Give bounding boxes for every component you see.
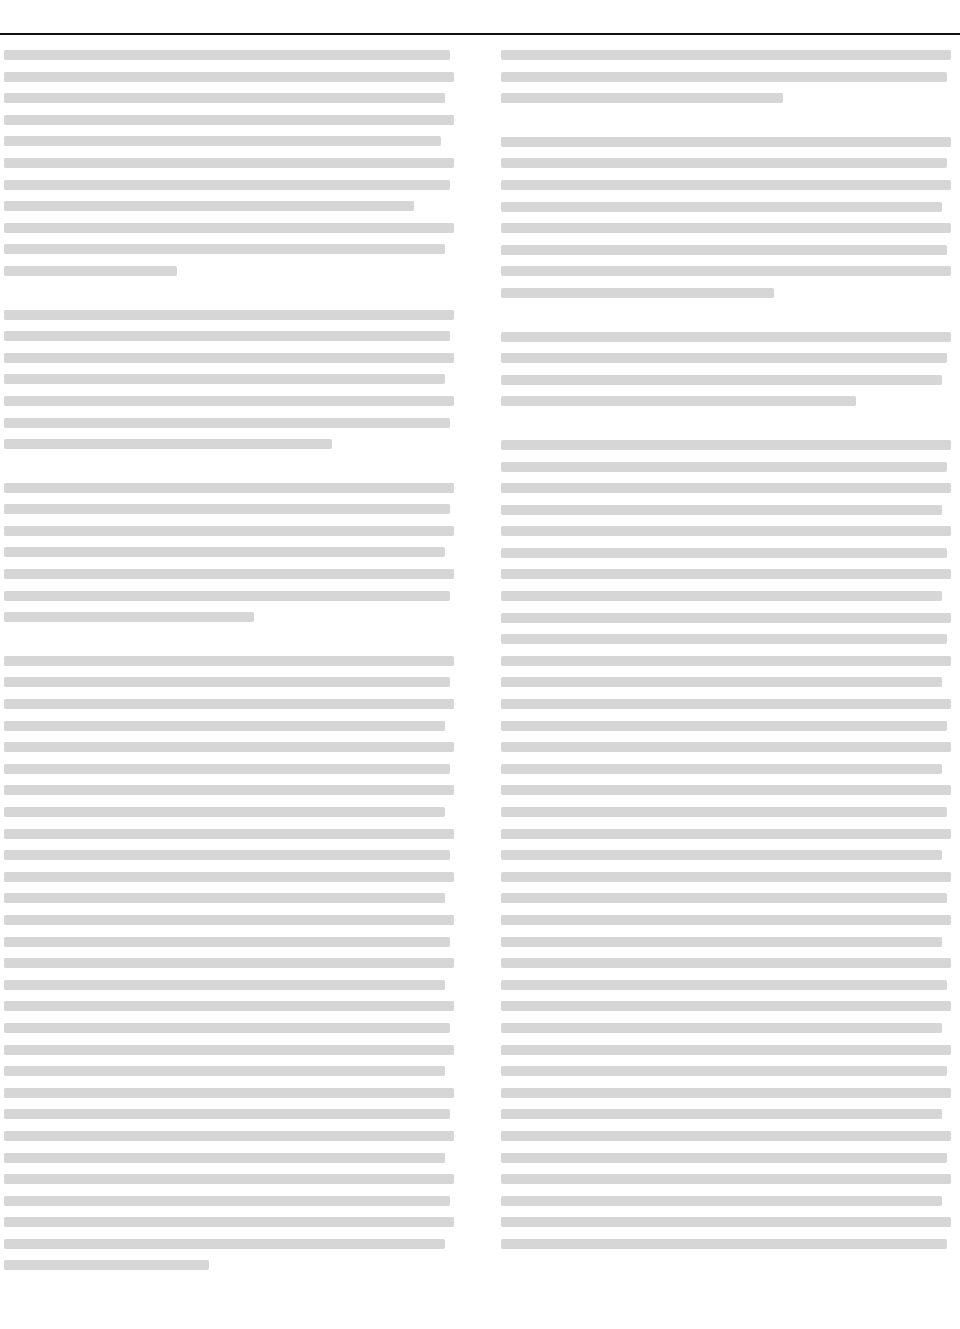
text-line-placeholder [501,288,774,298]
text-line-placeholder [501,1174,951,1184]
text-line-placeholder [4,958,454,968]
text-line-placeholder [4,591,450,601]
text-line-placeholder [4,180,450,190]
text-line-placeholder [501,699,951,709]
text-line-placeholder [4,915,454,925]
text-line-placeholder [4,829,454,839]
text-line-placeholder [501,375,942,385]
text-line-placeholder [501,180,951,190]
text-line-placeholder [4,785,454,795]
text-line-placeholder [4,1045,454,1055]
text-line-placeholder [501,223,951,233]
text-line-placeholder [4,1174,454,1184]
text-line-placeholder [4,1001,454,1011]
text-line-placeholder [501,850,942,860]
text-line-placeholder [501,483,951,493]
text-line-placeholder [501,1088,951,1098]
text-line-placeholder [4,310,454,320]
text-line-placeholder [4,266,177,276]
text-line-placeholder [501,266,951,276]
page-header [0,0,960,34]
left-column [4,50,459,1320]
text-line-placeholder [4,1088,454,1098]
text-line-placeholder [501,591,942,601]
text-line-placeholder [501,872,951,882]
text-line-placeholder [4,893,445,903]
header-rule [0,33,960,35]
text-line-placeholder [501,764,942,774]
text-line-placeholder [4,244,445,254]
text-line-placeholder [501,958,951,968]
text-line-placeholder [501,569,951,579]
text-line-placeholder [4,764,450,774]
text-line-placeholder [501,50,951,60]
text-line-placeholder [4,1196,450,1206]
text-line-placeholder [501,158,947,168]
text-line-placeholder [4,504,450,514]
text-line-placeholder [4,547,445,557]
text-line-placeholder [501,1239,947,1249]
text-line-placeholder [4,1217,454,1227]
text-line-placeholder [501,353,947,363]
text-line-placeholder [501,1001,951,1011]
text-line-placeholder [501,893,947,903]
text-line-placeholder [501,721,947,731]
text-line-placeholder [4,1023,450,1033]
text-line-placeholder [501,677,942,687]
text-line-placeholder [4,937,450,947]
text-line-placeholder [4,721,445,731]
text-line-placeholder [4,201,414,211]
text-line-placeholder [4,656,454,666]
text-line-placeholder [4,1109,450,1119]
text-line-placeholder [501,742,951,752]
text-line-placeholder [501,1217,951,1227]
text-line-placeholder [4,158,454,168]
text-line-placeholder [4,807,445,817]
text-line-placeholder [4,612,254,622]
text-line-placeholder [4,980,445,990]
text-line-placeholder [4,872,454,882]
text-line-placeholder [501,505,942,515]
text-line-placeholder [501,1153,947,1163]
text-line-placeholder [4,115,454,125]
text-line-placeholder [4,50,450,60]
text-line-placeholder [4,850,450,860]
text-line-placeholder [501,93,783,103]
text-line-placeholder [4,396,454,406]
text-line-placeholder [501,785,951,795]
text-line-placeholder [4,677,450,687]
text-line-placeholder [4,72,454,82]
text-line-placeholder [501,1131,951,1141]
text-line-placeholder [4,1239,445,1249]
text-line-placeholder [501,937,942,947]
text-line-placeholder [4,1153,445,1163]
text-line-placeholder [501,915,951,925]
text-line-placeholder [501,829,951,839]
text-line-placeholder [4,93,445,103]
text-line-placeholder [4,136,441,146]
text-line-placeholder [4,223,454,233]
text-line-placeholder [501,72,947,82]
text-line-placeholder [4,418,450,428]
text-line-placeholder [501,245,947,255]
text-line-placeholder [501,396,856,406]
text-line-placeholder [501,137,951,147]
text-line-placeholder [4,699,454,709]
text-line-placeholder [501,332,951,342]
text-line-placeholder [501,1023,942,1033]
text-line-placeholder [501,1045,951,1055]
text-line-placeholder [501,440,951,450]
text-line-placeholder [501,980,947,990]
text-line-placeholder [501,634,947,644]
text-line-placeholder [4,439,332,449]
text-line-placeholder [4,569,454,579]
text-line-placeholder [4,526,454,536]
text-line-placeholder [501,526,951,536]
text-line-placeholder [4,331,450,341]
text-line-placeholder [501,462,947,472]
text-line-placeholder [4,1131,454,1141]
text-line-placeholder [4,742,454,752]
text-line-placeholder [501,202,942,212]
right-column [501,50,956,1320]
text-line-placeholder [501,656,951,666]
text-line-placeholder [501,1066,947,1076]
text-line-placeholder [501,1109,942,1119]
text-line-placeholder [4,483,454,493]
text-line-placeholder [4,374,445,384]
text-line-placeholder [4,1066,445,1076]
text-line-placeholder [4,1260,209,1270]
text-line-placeholder [501,613,951,623]
text-line-placeholder [501,548,947,558]
text-line-placeholder [501,807,947,817]
text-line-placeholder [501,1196,942,1206]
text-line-placeholder [4,353,454,363]
